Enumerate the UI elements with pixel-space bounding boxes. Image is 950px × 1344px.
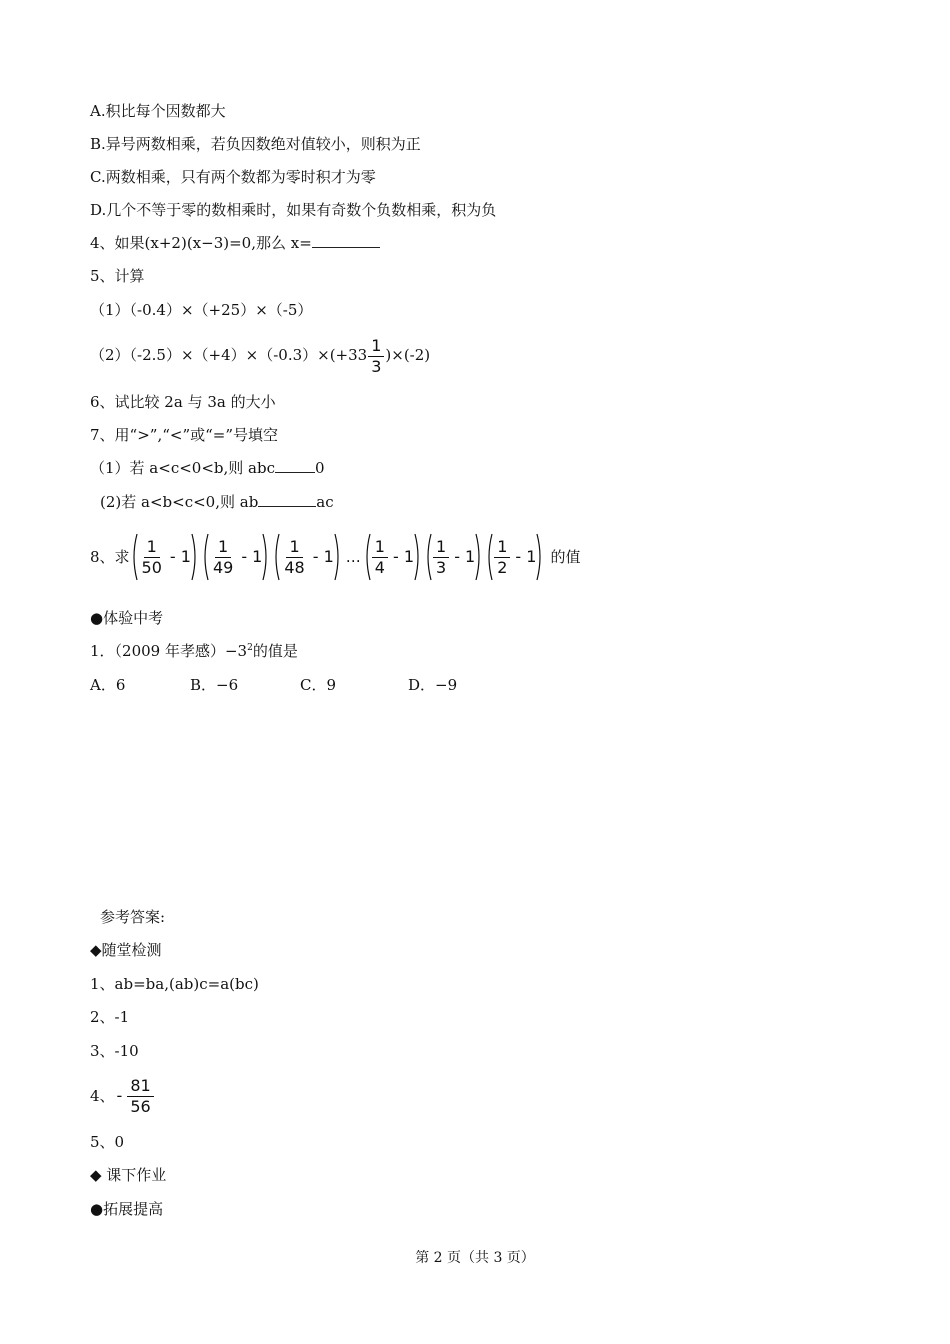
fraction-denominator: 3: [436, 557, 447, 577]
question-7: 7、用“>”,“<”或“=”号填空: [90, 426, 279, 444]
fraction-numerator: 1: [494, 537, 510, 558]
minus-one: - 1: [169, 547, 191, 566]
term-body: [371, 532, 414, 582]
question-8: [90, 532, 580, 582]
left-paren: [424, 533, 432, 581]
question-8-product: [130, 532, 547, 582]
question-5-part-2: [90, 335, 430, 377]
term-body: [280, 532, 333, 582]
answers-heading: 参考答案:: [100, 908, 166, 926]
question-5: 5、计算: [90, 267, 145, 285]
right-paren: [262, 533, 270, 581]
ellipsis: …: [345, 548, 361, 566]
fraction-numerator: 1: [144, 537, 160, 558]
right-paren: [536, 533, 544, 581]
right-paren: [191, 533, 199, 581]
exam-question-1: [90, 641, 298, 661]
answer-2: 2、-1: [90, 1008, 130, 1026]
option-c: C.两数相乘，只有两个数都为零时积才为零: [90, 168, 376, 186]
question-4-text: 4、如果(x+2)(x−3)=0,那么 x=: [90, 234, 312, 252]
left-paren: [272, 533, 280, 581]
fraction-numerator: 1: [433, 537, 449, 558]
answer-blank[interactable]: [275, 458, 315, 473]
fraction: [210, 537, 236, 578]
fraction: [281, 537, 307, 578]
question-8-post: 的值: [550, 548, 581, 566]
product-term: [130, 532, 199, 582]
fraction: [139, 537, 165, 578]
fraction-denominator: 2: [497, 557, 508, 577]
fraction: [494, 537, 510, 578]
right-paren: [414, 533, 422, 581]
answer-3: 3、-10: [90, 1042, 139, 1060]
question-5-part-2-post: )×(-2): [385, 346, 431, 364]
left-paren: [363, 533, 371, 581]
fraction: [433, 537, 449, 578]
question-8-pre: 8、求: [90, 548, 130, 566]
option-b: B.异号两数相乘，若负因数绝对值较小，则积为正: [90, 135, 421, 153]
right-paren: [475, 533, 483, 581]
left-paren: [130, 533, 138, 581]
left-paren: [485, 533, 493, 581]
question-7-part-1: [90, 458, 325, 478]
term-body: [209, 532, 262, 582]
fraction-denominator: 50: [141, 557, 162, 577]
minus-one: - 1: [312, 547, 334, 566]
section-homework: ◆ 课下作业: [90, 1166, 167, 1184]
question-7-part-1-post: 0: [315, 459, 325, 477]
product-term: [424, 532, 483, 582]
fraction-numerator: 81: [127, 1076, 153, 1097]
question-5-part-1: （1）（-0.4）×（+25）×（-5）: [90, 301, 313, 319]
fraction: [127, 1076, 153, 1117]
minus-one: - 1: [515, 547, 537, 566]
answer-4: [90, 1075, 155, 1117]
question-7-part-2-post: ac: [316, 493, 334, 511]
exam-option-b: B．−6: [190, 676, 239, 694]
exam-option-c: C．9: [300, 676, 337, 694]
exam-option-d: D．−9: [408, 676, 458, 694]
minus-one: - 1: [392, 547, 414, 566]
exam-heading: ●体验中考: [90, 609, 164, 627]
fraction-denominator: 56: [130, 1096, 151, 1116]
fraction-numerator: 1: [215, 537, 231, 558]
product-term: [363, 532, 422, 582]
question-7-part-2-pre: (2)若 a<b<c<0,则 ab: [100, 493, 259, 511]
minus-one: - 1: [241, 547, 263, 566]
question-5-part-2-pre: （2）（-2.5）×（+4）×（-0.3）×(+33: [90, 346, 368, 364]
question-4: [90, 233, 380, 253]
option-a: A.积比每个因数都大: [90, 102, 226, 120]
fraction-denominator: 49: [212, 557, 234, 577]
exam-question-1-pre: 1．（2009 年孝感）−3: [90, 642, 248, 660]
question-6: 6、试比较 2a 与 3a 的大小: [90, 393, 276, 411]
exam-question-1-post: 的值是: [252, 642, 298, 660]
question-7-part-1-pre: （1）若 a<c<0<b,则 abc: [90, 459, 275, 477]
exam-option-a: A．6: [90, 676, 126, 694]
page-footer: 第 2 页（共 3 页）: [415, 1250, 535, 1266]
fraction-denominator: 4: [374, 557, 385, 577]
section-extension: ●拓展提高: [90, 1200, 164, 1218]
term-body: [138, 532, 191, 582]
section-in-class-test: ◆随堂检测: [90, 941, 162, 959]
option-d: D.几个不等于零的数相乘时，如果有奇数个负数相乘，积为负: [90, 201, 497, 219]
question-7-part-2: [100, 492, 334, 512]
fraction: [368, 336, 384, 377]
fraction-numerator: 1: [286, 537, 302, 558]
fraction-denominator: 3: [371, 356, 382, 376]
fraction-denominator: 48: [284, 557, 305, 577]
minus-sign: -: [116, 1086, 123, 1105]
product-term: [272, 532, 341, 582]
fraction-numerator: 1: [368, 336, 384, 357]
exponent: 2: [247, 643, 253, 653]
term-body: [493, 532, 536, 582]
answer-blank[interactable]: [312, 233, 380, 248]
answer-5: 5、0: [90, 1133, 125, 1151]
answer-1: 1、ab=ba,(ab)c=a(bc): [90, 975, 259, 993]
fraction: [372, 537, 388, 578]
product-term: [201, 532, 270, 582]
right-paren: [334, 533, 342, 581]
minus-one: - 1: [454, 547, 476, 566]
left-paren: [201, 533, 209, 581]
answer-blank[interactable]: [258, 492, 316, 507]
product-term: [485, 532, 544, 582]
term-body: [432, 532, 475, 582]
answer-4-pre: 4、: [90, 1087, 115, 1105]
fraction-numerator: 1: [372, 537, 388, 558]
